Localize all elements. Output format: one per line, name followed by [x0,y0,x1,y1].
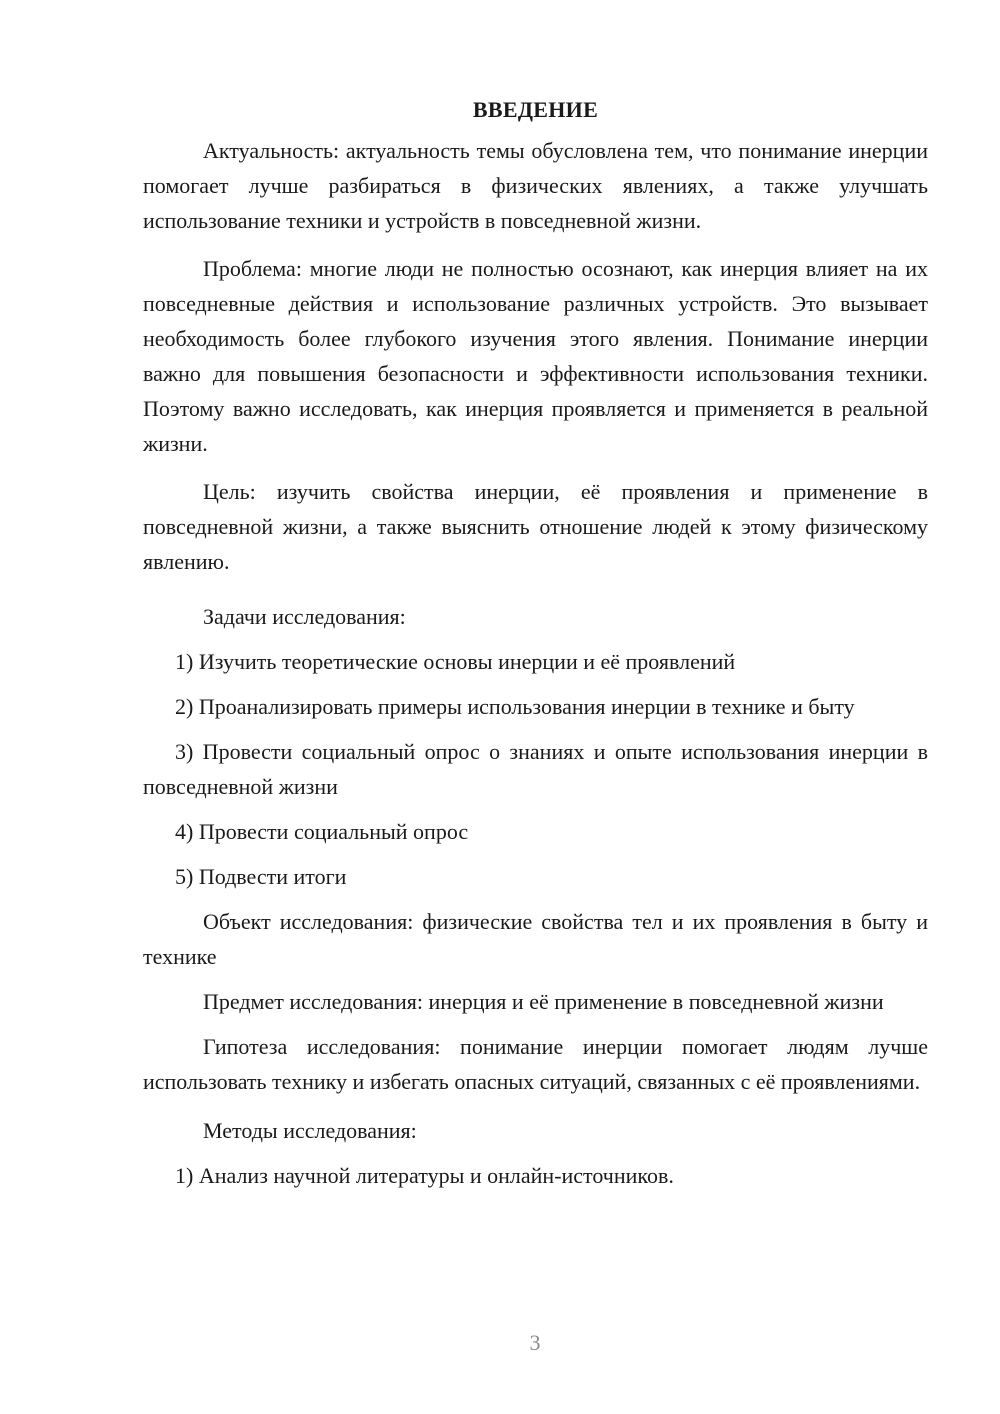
document-page [143,92,928,1193]
task-item: 3) Провести социальный опрос о знаниях и опыте использования инерции в повседневной жизни [143,739,928,799]
task-item: 4) Провести социальный опрос [175,819,469,844]
paragraph-object: Объект исследования: физические свойства тел и их проявления в быту и технике [143,909,928,969]
paragraph-hypothesis: Гипотеза исследования: понимание инерции помогает людям лучше использовать технику и избегать опасных ситуаций, связанных с её проявлениями. [143,1034,928,1094]
paragraph-goal: Цель: изучить свойства инерции, её проявления и применение в повседневной жизни, а также выяснить отношение людей к этому физическому явлению. [143,479,928,574]
method-item: 1) Анализ научной литературы и онлайн-источников. [175,1163,674,1188]
section-title: ВВЕДЕНИЕ [472,97,599,122]
task-item: 5) Подвести итоги [175,864,347,889]
tasks-heading: Задачи исследования: [203,604,406,629]
task-item: 2) Проанализировать примеры использования инерции в технике и быту [175,694,855,719]
page-number: 3 [529,1330,541,1355]
paragraph-problem: Проблема: многие люди не полностью осознают, как инерция влияет на их повседневные действия и использование различных устройств. Это вызывает необходимость более глубокого изучения этого явления. Понимание инерции важно для повышения безопасности и эффективности использования техники. Поэтому важно исследовать, как инерция проявляется и применяется в реальной жизни. [143,256,928,456]
task-item: 1) Изучить теоретические основы инерции и её проявлений [175,649,736,674]
methods-heading: Методы исследования: [203,1118,417,1143]
paragraph-subject: Предмет исследования: инерция и её применение в повседневной жизни [203,989,884,1014]
paragraph-relevance: Актуальность: актуальность темы обусловлена тем, что понимание инерции помогает лучше разбираться в физических явлениях, а также улучшать использование техники и устройств в повседневной жизни. [143,138,928,233]
